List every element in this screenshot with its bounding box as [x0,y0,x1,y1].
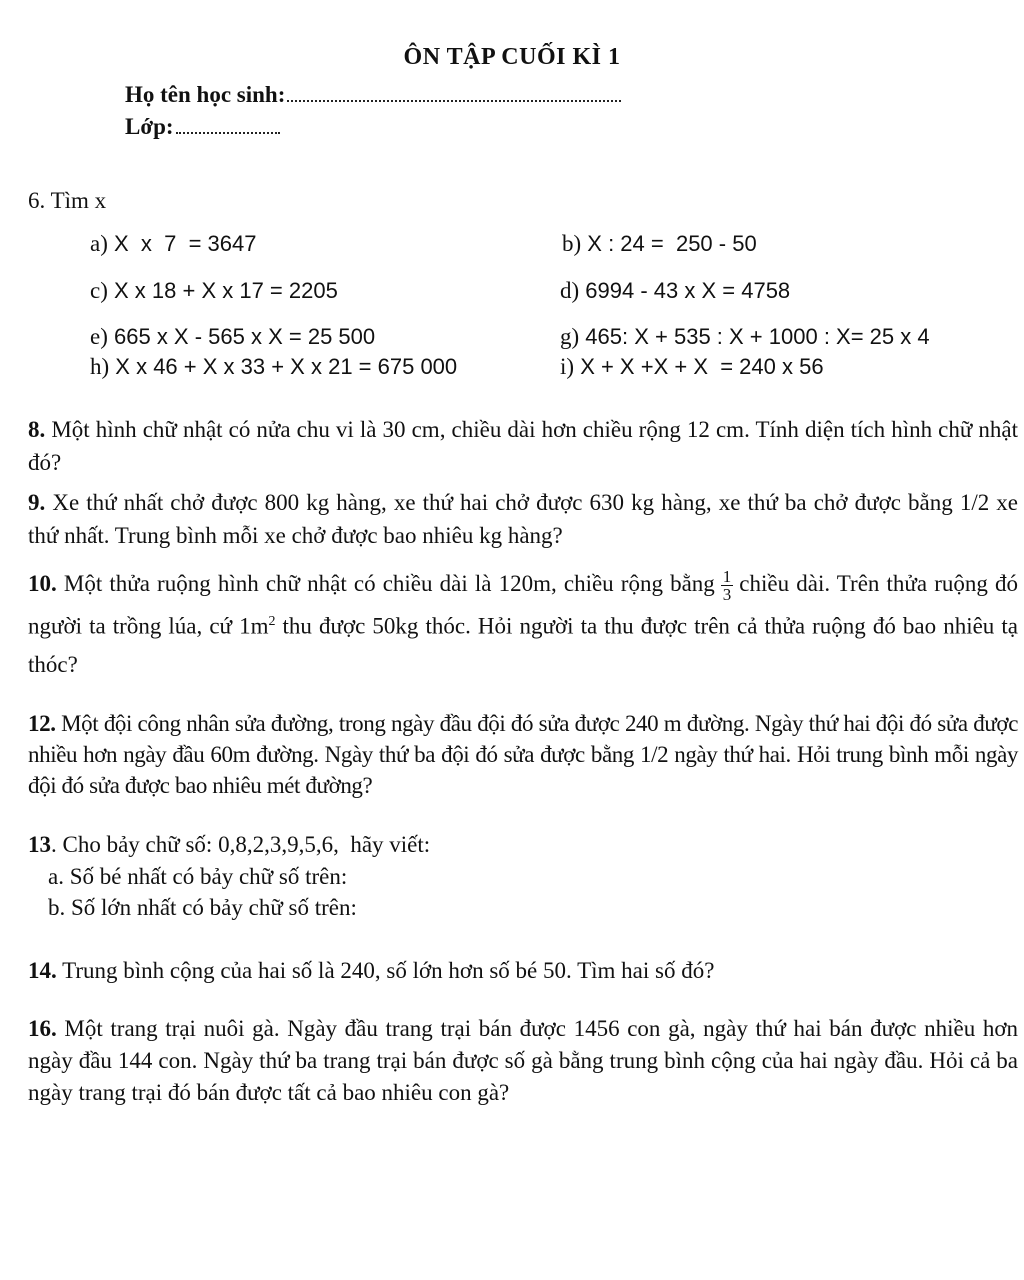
q6-item-label: e) [90,324,108,349]
question-12 [28,708,1018,801]
q6-item-expr: 6994 - 43 x X = 4758 [585,278,791,303]
q6-item-expr: X x 46 + X x 33 + X x 21 = 675 000 [115,354,458,379]
class-blank-line [176,114,280,134]
q6-item-b [562,231,757,257]
q6-item-expr: 665 x X - 565 x X = 25 500 [114,324,376,349]
question-number: 9. [28,490,46,515]
q6-item-g [560,324,930,350]
question-number: 8. [28,417,46,442]
q6-item-label: d) [560,278,580,303]
question-number: 12. [28,711,56,736]
question-10 [28,565,1018,684]
question-number: 16. [28,1016,57,1041]
question-text: . Cho bảy chữ số: 0,8,2,3,9,5,6, hãy viết: [51,832,431,857]
q6-item-d [560,278,790,304]
q6-item-c [90,278,338,304]
fraction-denominator: 3 [722,585,732,605]
q6-item-expr: 465: X + 535 : X + 1000 : X= 25 x 4 [585,324,930,349]
q6-item-h [90,354,457,380]
question-9 [28,486,1018,552]
question-text: Xe thứ nhất chở được 800 kg hàng, xe thứ hai chở được 630 kg hàng, xe thứ ba chở được bằng 1/2 xe thứ nhất. Trung bình mỗi xe chở được bao nhiêu kg hàng? [28,490,1019,548]
page-title: ÔN TẬP CUỐI KÌ 1 [403,44,621,70]
question-number: 14. [28,958,57,983]
q6-item-a [90,231,256,257]
q6-item-label: b) [562,231,582,256]
question-text: Một hình chữ nhật có nửa chu vi là 30 cm, chiều dài hơn chiều rộng 12 cm. Tính diện tích hình chữ nhật đó? [28,417,1019,475]
q6-item-expr: X + X +X + X = 240 x 56 [580,354,824,379]
name-blank-line [287,82,621,102]
area-unit: 1m [239,613,269,639]
q6-item-label: i) [560,354,575,379]
q6-item-label: c) [90,278,108,303]
question-text-part-2: chiều dài. Trên thửa ruộng đó người ta trồng lúa, cứ [28,571,1019,639]
q6-item-e [90,324,375,350]
q6-item-expr: X x 7 = 3647 [114,231,257,256]
fraction-one-third [721,568,734,603]
question-text: Một đội công nhân sửa đường, trong ngày đầu đội đó sửa được 240 m đường. Ngày thứ hai đội đó sửa được nhiều hơn ngày đầu 60m đường. Ngày thứ ba đội đó sửa được bằng 1/2 ngày thứ hai. Hỏi trung bình mỗi ngày đội đó sửa được bao nhiêu mét đường? [28,711,1018,798]
q6-item-label: h) [90,354,110,379]
question-14 [28,954,1018,987]
question-16 [28,1013,1018,1109]
area-exponent: 2 [268,614,276,630]
question-number: 13 [28,832,51,857]
question-text-part-1: Một thửa ruộng hình chữ nhật có chiều dài là 120m, chiều rộng bằng [63,571,715,596]
question-13-part-a: a. Số bé nhất có bảy chữ số trên: [48,864,348,889]
question-text-part-3: thu được 50kg thóc. Hỏi người ta thu được trên cả thửa ruộng đó bao nhiêu tạ thóc? [28,613,1018,677]
q6-item-expr: X x 18 + X x 17 = 2205 [114,278,338,303]
class-label: Lớp: [125,114,174,139]
question-number: 10. [28,571,57,596]
question-13 [28,832,430,858]
q6-item-label: g) [560,324,580,349]
q6-heading: 6. Tìm x [28,188,107,213]
student-name-field [125,82,621,108]
fraction-numerator: 1 [722,567,732,587]
student-name-label: Họ tên học sinh: [125,82,286,107]
q6-item-expr: X : 24 = 250 - 50 [587,231,757,256]
question-text: Trung bình cộng của hai số là 240, số lớn hơn số bé 50. Tìm hai số đó? [62,958,715,983]
class-field [125,114,280,140]
q6-item-label: a) [90,231,108,256]
question-13-part-b: b. Số lớn nhất có bảy chữ số trên: [48,895,357,920]
q6-item-i [560,354,824,380]
question-8 [28,413,1018,479]
question-text: Một trang trại nuôi gà. Ngày đầu trang trại bán được 1456 con gà, ngày thứ hai bán được nhiều hơn ngày đầu 144 con. Ngày thứ ba trang trại bán được số gà bằng trung bình cộng của hai ngày đầu. Hỏi cả ba ngày trang trại đó bán được tất cả bao nhiêu con gà? [28,1016,1019,1105]
